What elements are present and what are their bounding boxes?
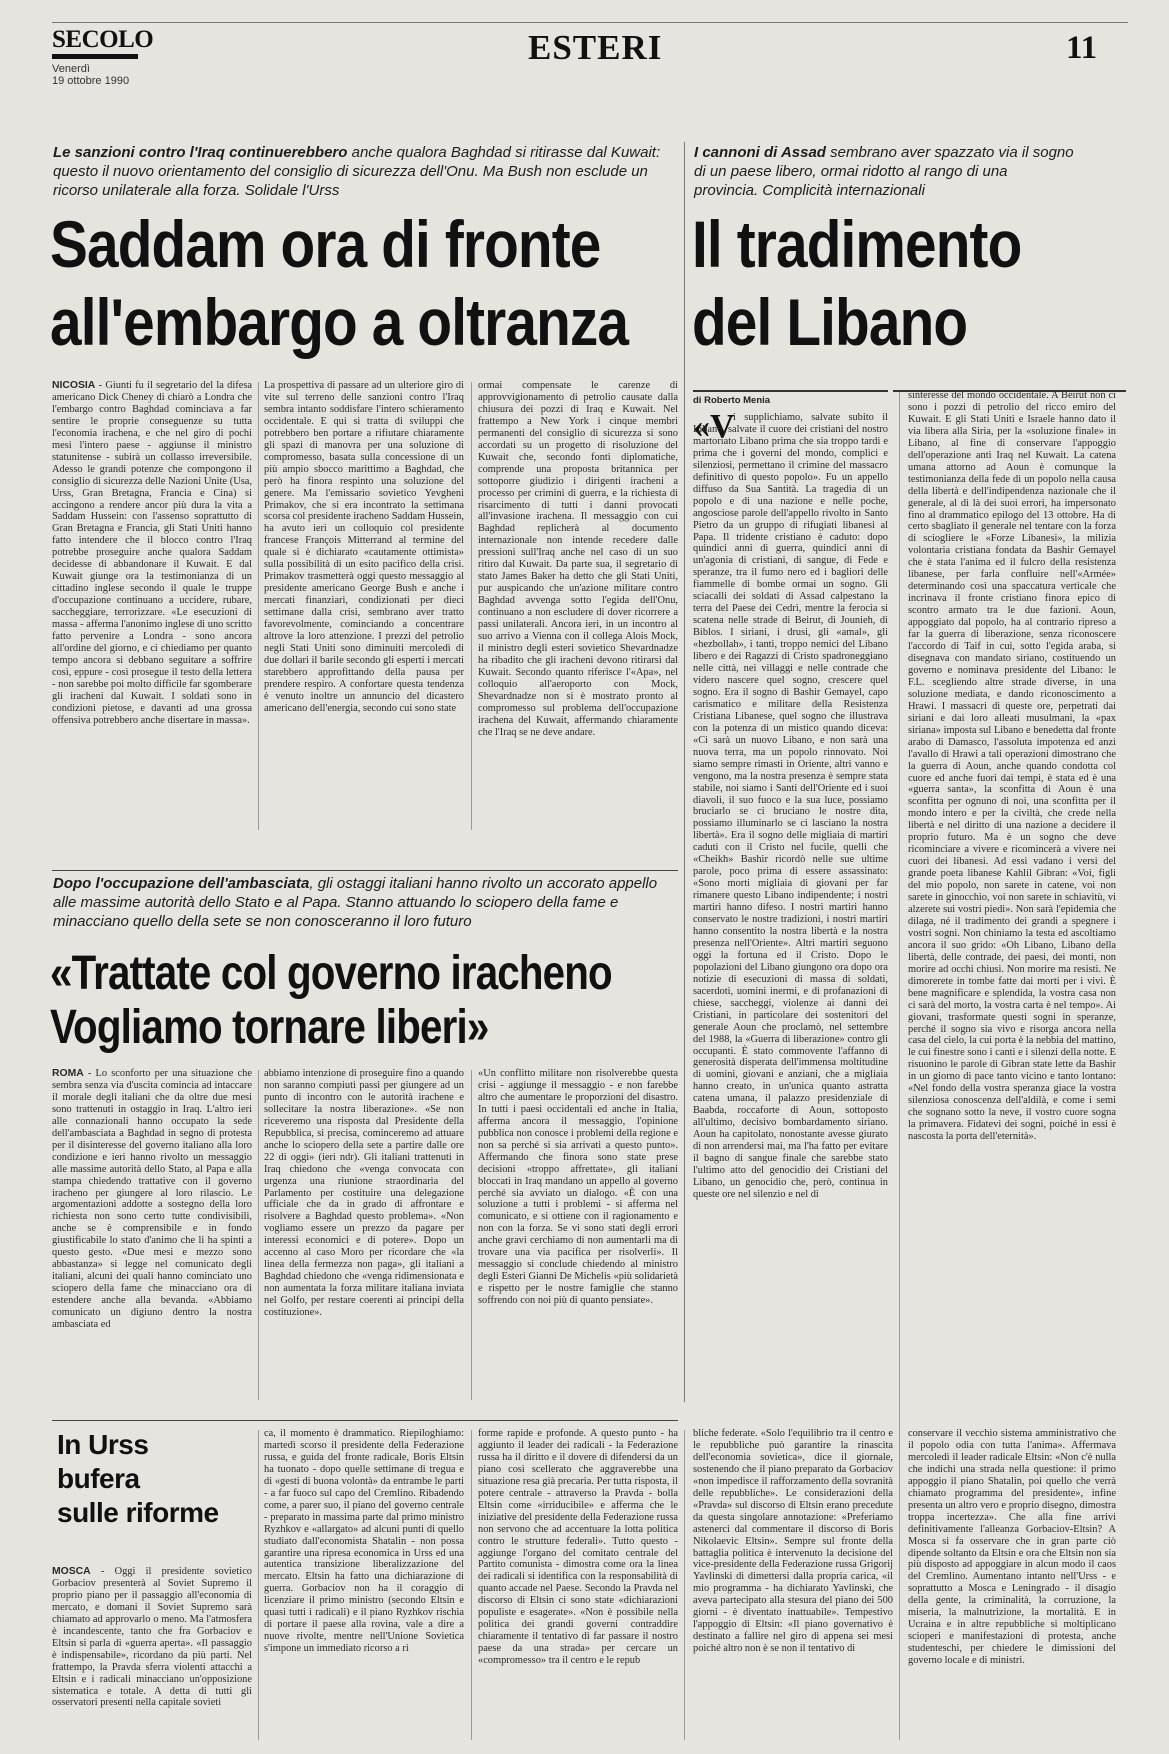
saddam-kicker [53,143,671,200]
urss-column-rule-2 [471,1430,472,1740]
ostaggi-kicker-lead: Dopo l'occupazione dell'ambasciata [53,875,310,892]
libano-headline-line1: Il tradimento [692,207,1022,281]
urss-col1-text: - Oggi il presidente sovietico Gorbaciov presenterà al Soviet Supremo il proprio piano per il passaggio all'economia di mercato, e domani il Soviet Supremo sarà chiamato ad approvarlo o meno. Ma l'atmosfera è incandescente, tanto che fra Gorbaciov e Eltsin si parla di «guerra aperta». «Il passaggio è indispensabile», ricordano da più parti. Nel frattempo, la Pravda sferra violenti attacchi a Eltsin e i radicali minacciano un'opposizione sistematica e totale. A detta di tutti gli osservatori presenti nella capitale sovieti [52,1566,252,1709]
masthead-rule-top [52,22,1128,23]
libano-headline-line2: del Libano [692,285,968,359]
urss-headline-line3: sulle riforme [57,1497,219,1528]
ostaggi-headline-line2: Vogliamo tornare liberi» [50,1001,489,1054]
libano-kicker-text: sembrano aver spazzato via il sogno di un paese libero, ormai ridotto al rango di una provincia. Complicità internazionali [694,144,1074,199]
ostaggi-dateline: ROMA [52,1068,84,1079]
libano-column-rule [899,392,900,1437]
saddam-kicker-text: anche qualora Baghdad si ritirasse dal Kuwait: questo il nuovo orientamento del consiglio di sicurezza dell'Onu. Ma Bush non esclude un ricorso unilaterale alla forza. Solidale l'Urss [53,144,661,199]
libano-column-1: i supplichiamo, salvate subito il Libano, salvate il cuore dei cristiani del nostro martoriato Libano prima che sia troppo tardi e prima che i governi del mondo, complici e silenziosi, permettano il crimine del massacro definitivo di questo popolo». Fu un appello diffuso da Sua Santità. La tragedia di un popolo e di una nazione e nelle poche, angosciose parole dell'appello rivolto in Santo Pietro da un gruppo di rifugiati libanesi al Papa. Il tridente cristiano è caduto: dopo quindici anni di guerra, quindici anni di un'agonia di cristiani, di sangue, di Fede e speranze, tra il fumo nero ed i bagliori delle fiammelle di bombe ormai un sogno. Gli sciacalli dei soldati di Assad calpestano la terra del Paese dei Cedri, mentre la ferocia si scatena nelle strade di Beirut, di Jounieh, di Biblos. I siriani, i drusi, gli «amal», gli «hezbollah», i tanti, troppo nemici del Libano libero e dei Ragazzi di Cristo spadroneggiano nelle città, nei villaggi e nelle contrade che videro nascere quel sogno, crescere quel sogno. Era il sogno di Bashir Gemayel, capo carismatico e militare della Resistenza Cristiana Libanese, quel sogno che illustrava con la potenza di un mistico quando diceva: «Ci sarà un nuovo Libano, e non sarà una nuova terra, ma un popolo rinnovato. Noi siamo sempre rimasti in Oriente, altri vanno e vengono, ma la nostra presenza è sempre stata stabile, noi siamo i Santi dell'Oriente ed i suoi diavoli, il suo fuoco e la sua luce, possiamo bruciarlo se ci bruciano le nostre dita, possiamo illuminarlo se ci lasciano la nostra libertà». Era il sogno delle migliaia di martiri caduti con il Cristo nel fucile, quelli che «Cheikh» Bashir ricordò nelle sue ultime parole, poco prima di essere assassinato: «Sono morti migliaia di giovani per far rimanere questo Libano indipendente; i nostri martiri hanno difeso. I nostri martiri hanno conservato le nostre tradizioni, i nostri martiri hanno consentito la nostra libertà e la nostra presenza nell'Oriente». Altri martiri seguono oggi la fortuna ed il Cristo. Dopo le popolazioni del Libano giungono ora dopo ora notizie di esecuzioni di massa di soldati, sacerdoti, uomini inermi, e di profanazioni di chiese, saccheggi, violenze ai danni dei Cristiani, in particolare dei sostenitori del generale Aoun che proclamò, nel settembre del 1988, la «Guerra di liberazione» contro gli occupanti. È stato commovente l'affanno di generosità disperata dell'immensa moltitudine di uomini, giovani e anziani, che a migliaia hanno creato, in un'unica quanto astratta catena umana, il palazzo presidenziale di Baabda, roccaforte di Aoun, sottoposto all'ultimo, decisivo bombardamento siriano. Aoun ha capitolato, nonostante avesse giurato di non arrendersi mai, ma l'ha fatto per evitare il bagno di sangue finale che sarebbe stato l'ultimo atto del genocidio dei Cristiani del Libano, un genocidio che, però, continua in queste ore nel silenzio e nel di [693,412,888,1200]
saddam-column-1 [52,380,252,832]
libano-column-2: sinteresse del mondo occidentale. A Beirut non ci sono i pozzi di petrolio del ricco emiro del Kuwait. E gli Stati Uniti e Israele hanno dato il via libera alla Siria, per la «soluzione finale» in Libano, al fine di conservare l'appoggio dell'operazione anti Iraq nel Kuwait. La catena umana attorno ad Aoun è comunque la testimonianza della fede di un popolo nella causa della libertà e dell'indipendenza nazionale che il generale, al di là dei suoi errori, ha impersonato fino al drammatico epilogo del 13 ottobre. Ha di certo sbagliato il generale nel tentare con la forza di sciogliere le «Forze Libanesi», la milizia volontaria cristiana fondata da Bashir Gemayel che è stata l'anima ed il fulcro della resistenza libanese, per farla confluire nell'«Armée» determinando così una spaccatura verticale che incrinava il fronte cristiano finora epico di scontro armato tra le due fazioni. Aoun, appoggiato dal popolo, ha al contrario ripreso a far la guerra di liberazione, senza riconoscere l'accordo di Taif in cui, sotto l'egida araba, si disegnava con mandato siriano, costituendo un governo e nominava presidente del Libano: le F.L. scegliendo altre strade diverse, in una soluzione mediata, e dando riconoscimento a Hrawi. I massacri di queste ore, perpetrati dai siriani e dai loro alleati musulmani, la «pax siriana» imposta sul Libano e benedetta dal fronte arabo di Damasco, l'assoluta impotenza ed anzi l'avallo di Hrawi a tali operazioni dimostrano che la guerra di Aoun, anche quando condotta col cuore ed anche fuori dai tempi, è stata ed è una «guerra santa», la sconfitta di Aoun è una sconfitta per ognuno di noi, una sconfitta per il mondo intero e per la civiltà, che crede nella libertà e nel diritto di una nazione a decidere il proprio futuro. Ma è un sogno che deve ricominciare a vivere e ricomincerà a vivere nei cuori dei libanesi. Ad essi vadano i versi del grande poeta libanese Kahlil Gibran: «Voi, figli del mio popolo, non sarete in catene, voi non sarete in ginocchio, voi non sarete in schiavitù, vi alzerete sui vostri piedi». Non sarà l'epidemia che dilaga, né il tradimento dei grandi a spegnere i vostri sogni. Non chiniamo la testa ed ascoltiamo ancora il suo grido: «Oh Libano, Libano della libertà, delle contrade, dei paesi, dei monti, non morire ad occhi chiusi. Non morire ma resisti. Ne dimorerete in tombe fatte dai morti per i vivi. È bene magnificare e splendida, la vostra casa non ci sarà del morto, la vostra carta è nel tempo». Ai giovani, trasformate questi sogni in speranze, perché il sogno sia vivo e risorga ancora nella casa del cielo, la cui porta è la nebbia del mattino, le cui finestre sono i canti e i silenzi della notte. E risuonino le parole di Gibran state lette da Bashir in un giorno di pace tanto vicino e tanto lontano: «Nel fondo della vostra speranza giace la vostra silenziosa conoscenza dell'aldilà, e come i semi che sognano sotto la neve, il vostro cuore sogna la primavera. Fidatevi dei sogni, poiché in essi è nascosta la porta dell'eternità». [908,390,1116,1143]
saddam-dateline: NICOSIA [52,380,96,391]
urss-headline [57,1428,247,1530]
issue-weekday: Venerdì [52,63,90,75]
urss-dateline: MOSCA [52,1566,91,1577]
paper-logo: SECOLO [52,26,154,53]
ostaggi-col1-text: - Lo sconforto per una situazione che sembra senza via d'uscita comincia ad intaccare il morale degli italiani che da oltre due mesi sono trattenuti in ostaggio in Iraq. L'altro ieri alle connazionali hanno occupato la sede dell'ambasciata a Baghdad in segno di protesta per il disinteresse del governo italiano alla loro condizione e ieri hanno rivolto un messaggio alle massime autorità dello Stato, al Papa e alla stampa chiedendo trattative con il governo iracheno per giungere al loro rilascio. Le argomentazioni addotte a sostegno della loro richiesta non sono certo tutte condivisibili, anche se è comprensibile e in fondo giustificabile lo stato d'animo che li ha spinti a questo gesto. «Due mesi e mezzo sono abbastanza» si legge nel comunicato degli italiani, alcuni dei quali hanno cominciato uno sciopero della fame che minacciano ora di estendere anche alla bevanda. «Abbiamo comunicato un digiuno dentro la nostra ambasciata ed [52,1068,252,1331]
saddam-col1-text: - Giunti fu il segretario del la difesa americano Dick Cheney di chiarò a Londra che l'embargo contro Baghdad cominciava a far sentire le proprie conseguenze su tutta l'economia irachena, e che nel giro di pochi mesi l'intero paese - aggiunse il ministro statunitense - subirà un collasso irreversibile. Adesso le grandi potenze che compongono il consiglio di sicurezza delle Nazioni Unite (Usa, Urss, Gran Bretagna, Francia e Cina) si accingono a rendere ancor più dura la vita a Saddam Hussein: con l'assenso soprattutto di Gran Bretagna e Francia, gli Stati Uniti hanno fatto intendere che il blocco contro l'Iraq potrebbe proseguire anche qualora Saddam decidesse di abbandonare il Kuwait. E dal Kuwait giunge ora la testimonianza di un cittadino inglese secondo il quale le truppe d'occupazione continuano a uccidere, rubare, saccheggiare, terrorizzare. «Le esecuzioni di massa - afferma l'anonimo inglese di uno scritto fatto pervenire a Londra - sono ancora all'ordine del giorno, e ci chiediamo per quanto tempo ancora si debbano seguitare a soffrire così, eppure - così prosegue il testo della lettera - non sarebbe poi molto difficile far sgomberare gli iracheni dal Kuwait. I soldati sono in condizioni pietose, e davanti ad una grossa offensiva potrebbero anche disertare in massa». [52,380,252,726]
urss-column-rule-4 [899,1430,900,1740]
ostaggi-column-1 [52,1068,252,1402]
ostaggi-column-2: abbiamo intenzione di proseguire fino a quando non saranno compiuti passi per giungere ad un punto di incontro con le autorità irachene e sollecitare la nostra liberazione». «Se non riceveremo una risposta dal Presidente della Repubblica, si precisa, cominceremo ad attuare anche lo sciopero della sete a partire dalle ore 22 di oggi» (ieri ndr). Gli italiani trattenuti in Iraq chiedono che «venga convocata con urgenza una riunione straordinaria del Parlamento per costituire una delegazione ufficiale che da in grado di affrontare e risolvere a Baghdad questo problema». «Non vogliamo essere un prezzo da pagare per interessi economici e di potere». Dopo un accenno al caso Moro per ricordare che «la linea della fermezza non paga», gli italiani a Baghdad chiedono che «venga ridimensionata e non aumentata la forza militare italiana inviata nel Golfo, per restare coerenti ai principi della costituzione». [264,1068,464,1319]
urss-column-4: bliche federate. «Solo l'equilibrio tra il centro e le repubbliche può garantire la rinascita dell'economia sovietica», dice il giornale, sostenendo che il piano preparato da Gorbaciov «non impedisce il rafforzamento della sovranità delle repubbliche». Le considerazioni della «Pravda» sul discorso di Eltsin erano precedute da questa singolare annotazione: «Preferiamo astenerci dal commentare il discorso di Boris Nikolaevic Eltsin». Sempre sul fronte della battaglia politica è intervenuto la decisione del vice-presidente della Federazione russa Grigorij Yavlinski di dimettersi dalla propria carica, «il mio programma - ha dichiarato Yavlinski, che aveva partecipato alla stesura del piano dei 500 giorni - è diventato inattuabile». Tempestivo l'appoggio di Eltsin: «Il piano governativo è destinato a fallire nel giro di appena sei mesi poiché altro non è se non il tentativo di [693,1428,893,1655]
urss-column-rule-3 [684,1430,685,1740]
page-number: 11 [1066,30,1098,66]
urss-column-5: conservare il vecchio sistema amministrativo che il popolo odia con tutta l'anima». Affermava mercoledì il leader radicale Eltsin: «Non c'è nulla che indichi una strada nella questione: il primo appoggio il piano Shatalin, poi quello che verrà chiamato programma del presidente», infine presenta un altro vero e proprio disegno, dimostra troppa incertezza». Che alla fine arrivi definitivamente l'alleanza Gorbaciov-Eltsin? A Mosca si fa osservare che in gran parte ciò dipende soltanto da Eltsin e ora che Eltsin non sia più disposto ad appoggiare in alcun modo il caos del Cremlino. Aumentano intanto nell'Urss - e soprattutto a Mosca e Leningrado - il disagio della gente, la criminalità, la corruzione, la miseria, la malnutrizione, la mortalità. E in Ucraina e in altre repubbliche si moltiplicano scioperi e manifestazioni di protesta, anche studenteschi, per chiedere le dimissioni del governo locale e di ministri. [908,1428,1116,1667]
libano-kicker [694,143,1074,200]
urss-headline-line1: In Urss [57,1429,149,1460]
ostaggi-column-rule-2 [471,1070,472,1400]
paper-logo-underline [52,54,138,59]
saddam-column-3: ormai compensate le carenze di approvvigionamento di petrolio causate dalla chiusura dei pozzi di Iraq e Kuwait. Nel frattempo a New York i cinque membri permanenti del consiglio di sicurezza si sono accordati su un progetto di risoluzione del Kuwait che, secondo fonti diplomatiche, comprende una proposta britannica per sottoporre giudizio i dirigenti iracheni a processo per crimini di guerra, e la richiesta di risarcimento di tutti i danni provocati all'invasione irachena. Il messaggio con cui Baghdad replicherà al documento internazionale non intende recedere dalle pressioni sull'Iraq anche nel caso di un suo ritiro dal Kuwait. Da parte sua, il segretario di stato James Baker ha detto che gli Stati Uniti, pur auspicando che un'azione militare contro Baghdad avvenga sotto l'egida dell'Onu, continuano a non escludere di dover ricorrere a passi unilaterali. Ancora ieri, in un incontro al suo arrivo a Vienna con il collega Alois Mock, il ministro degli esteri sovietico Shevardnadze ha ribadito che gli iracheni devono ritirarsi dal Kuwait. Secondo quanto riferisce l'«Apa», nel colloquio all'aeroporto con Mock, Shevardnadze non si è mostrato pronto al compromesso sul problema dell'occupazione irachena del Kuwait, affermando chiaramente che l'Iraq se ne deve andare. [478,380,678,738]
urss-top-rule [52,1420,678,1421]
ostaggi-kicker-text: , gli ostaggi italiani hanno rivolto un accorato appello alle massime autorità dello Stato e al Papa. Stanno attuando lo sciopero della fame e minacciano quello della sete se non conosceranno il loro futuro [53,875,658,930]
ostaggi-column-rule-1 [258,1070,259,1400]
libano-kicker-lead: I cannoni di Assad [694,144,826,161]
saddam-column-2: La prospettiva di passare ad un ulteriore giro di vite sul terreno delle sanzioni contro l'Iraq sembra intanto soddisfare l'intero schieramento occidentale. E qui si tratta di sviluppi che potrebbero ben portare a rifiutare chiaramente gli spazi di manovra per una soluzione di compromesso, basata sulla concessione di un più ampio sbocco marittimo a Baghdad, che però ha finora respinto una soluzione del genere. Ma l'emissario sovietico Yevgheni Primakov, che si era incontrato la settimana scorsa col presidente iracheno Saddam Hussein, ha avuto ieri un colloquio col presidente francese François Mitterrand al termine del quale si è dichiarato «cautamente ottimista» sulla possibilità di un esito pacifico della crisi. Primakov trasmetterà oggi questo messaggio al presidente americano George Bush e anche i mercati finanziari, condizionati per dieci settimane dalla crisi, sembrano aver tratto favorevolmente, cominciando a concentrare altrove la loro attenzione. I prezzi del petrolio negli Stati Uniti sono diminuiti mercoledì di due dollari il barile secondo gli esperti i mercati starebbero approfittando della pausa per prendere respiro. A confortare questa tendenza è venuto inoltre un annuncio del dicastero americano dell'energia, secondo cui sono state [264,380,464,714]
urss-column-rule-1 [258,1430,259,1740]
ostaggi-top-rule [52,870,678,871]
saddam-headline-line2: all'embargo a oltranza [50,285,629,359]
ostaggi-kicker [53,874,673,931]
saddam-kicker-lead: Le sanzioni contro l'Iraq continuerebbero [53,144,348,161]
urss-column-3: forme rapide e profonde. A questo punto - ha aggiunto il leader dei radicali - la Federazione russa ha il diritto e il dovere di difendersi da un piano così scellerato che aggraverebbe una situazione resa già precaria. Per tutta risposta, il potere centrale - attraverso la Pravda - bolla Eltsin come «irriducibile» e afferma che le iniziative del presidente della Federazione russa non servono che ad accentuare la lotta politica contro le strutture federali». Tutto questo - aggiunge l'organo del comitato centrale del Partito comunista - dimostra come ora la linea dei radicali si identifica con la responsabilità di quanto accade nel Paese. Secondo la Pravda nel discorso di Eltsin ci sono state «dichiarazioni populiste e esagerate». «Non è possibile nella politica dei grandi governi contraddire chiaramente il tentativo di far passare il nostro paese da una strada» per cercare un «compromesso» tra il centro e le repub [478,1428,678,1667]
saddam-headline-line1: Saddam ora di fronte [50,207,601,281]
section-title: ESTERI [528,28,663,67]
libano-byline-rule [693,390,888,392]
libano-byline: di Roberto Menia [693,395,771,406]
saddam-column-rule-2 [471,382,472,830]
saddam-column-rule-1 [258,382,259,830]
ostaggi-headline-line1: «Trattate col governo iracheno [50,947,612,1000]
urss-column-1 [52,1566,252,1742]
libano-dropcap: «V [693,408,735,445]
urss-headline-line2: bufera [57,1463,140,1494]
urss-column-2: ca, il momento è drammatico. Riepiloghiamo: martedì scorso il presidente della Federazione russa, e guida del fronte radicale, Boris Eltsin ha tuonato - dopo quelle settimane di tregua e di «gesti di buona volontà» da entrambe le parti - a far fuoco sul capo del Cremlino. Ribadendo come, a parer suo, il piano del governo centrale - preparato in massima parte dal primo ministro Ryzhkov e «allargato» ad alcuni punti di quello studiato dall'economista Shatalin - non possa garantire una ripresa economica in Urss ed una autentica transizione liberalizzazione del mercato. Eltsin ha fatto una dichiarazione di guerra. Gorbaciov non ha il coraggio di licenziare il primo ministro (secondo Eltsin e quasi tutti i radicali) e il piano Ryzhkov rischia di portare il paese alla rovina, vale a dire a nuove rivolte, mentre nell'Unione Sovietica s'impone un immediato ricorso a ri [264,1428,464,1655]
ostaggi-column-3: «Un conflitto militare non risolverebbe questa crisi - aggiunge il messaggio - e non farebbe altro che aumentare le proporzioni del disastro. In tutti i paesi occidentali ed anche in Italia, afferma ancora il messaggio, l'opinione pubblica non conosce i problemi della regione e non sa perché si sia arrivati a questo punto». Affermando che finora sono state prese decisioni «troppo affrettate», gli italiani bloccati in Iraq mandano un appello al governo perché sia avviato un dialogo. «È con una soluzione a tutti i problemi - si afferma nel comunicato, e si ottiene con il ragionamento e non con la forza. Se vi sono stati degli errori anche gravi cerchiamo di non aumentarli ma di trovare una via pacifica per risolverli». Il messaggio si conclude chiedendo al ministro degli Esteri Gianni De Michelis «più solidarietà e rispetto per le nostre famiglie che stanno soffrendo con noi più di quanto pensiate». [478,1068,678,1307]
issue-date: 19 ottobre 1990 [52,75,130,87]
section-divider-vertical [684,142,685,1402]
